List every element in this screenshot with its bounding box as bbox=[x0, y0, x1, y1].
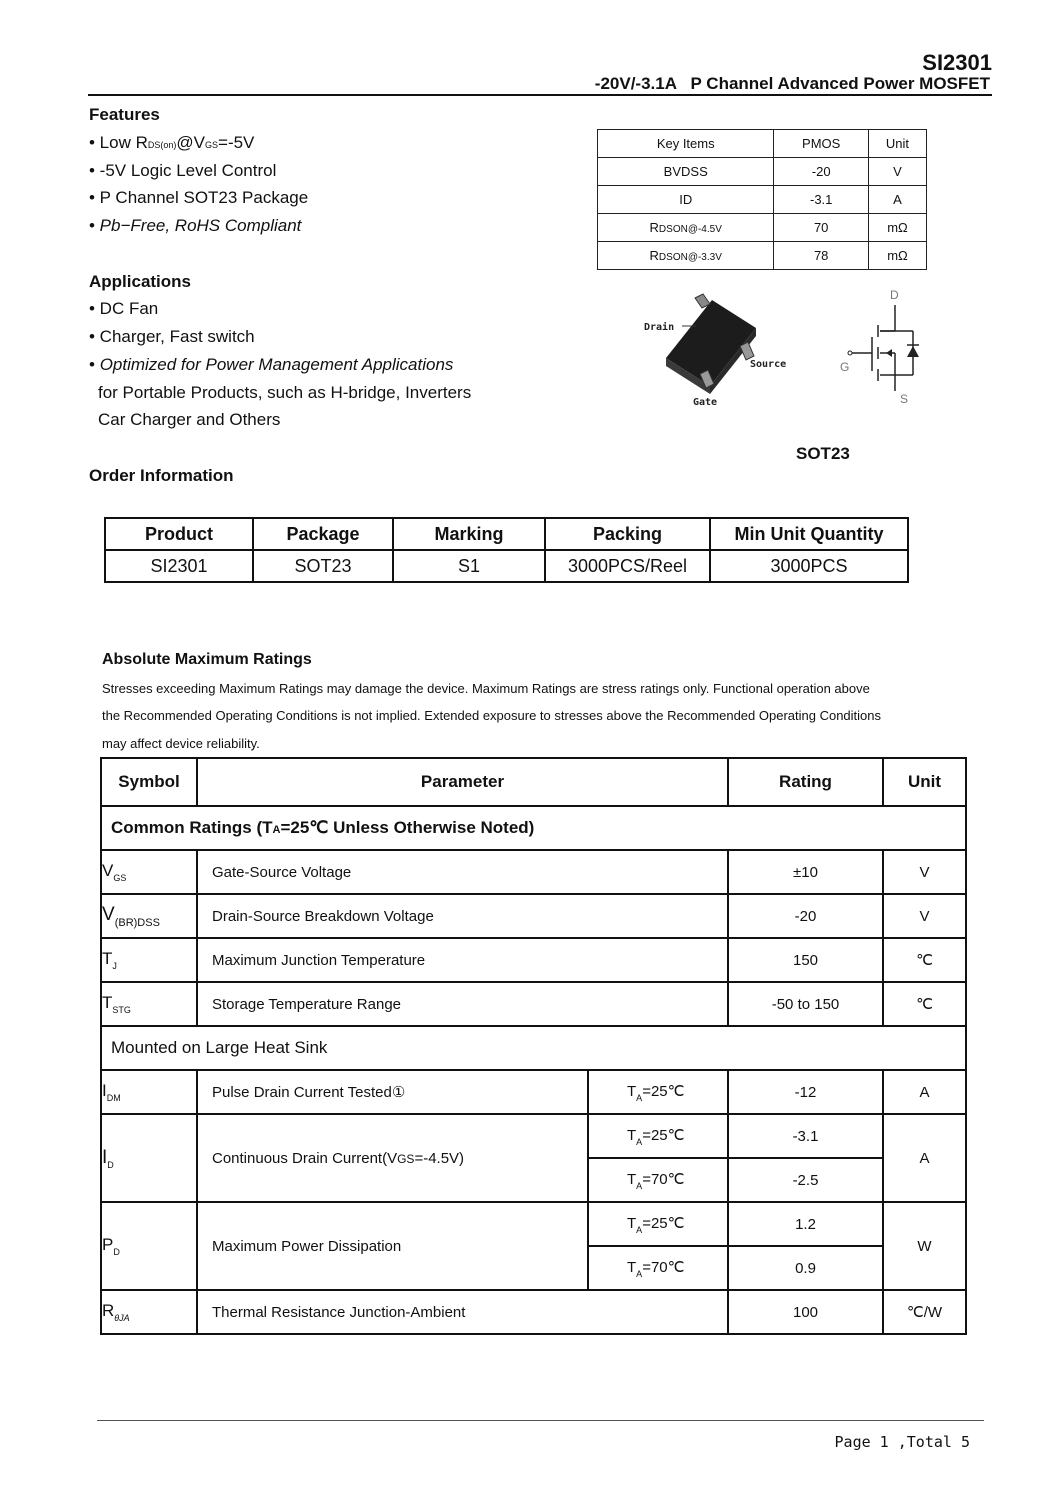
application-item-car: Car Charger and Others bbox=[98, 410, 281, 429]
table-row: SI2301 SOT23 S1 3000PCS/Reel 3000PCS bbox=[105, 550, 908, 582]
col-header-symbol: Symbol bbox=[101, 758, 197, 806]
amr-text-line-3: may affect device reliability. bbox=[102, 736, 260, 751]
mounted-heading: Mounted on Large Heat Sink bbox=[101, 1026, 966, 1070]
features-title: Features bbox=[89, 105, 160, 124]
order-header-marking: Marking bbox=[393, 518, 545, 550]
table-row: $I_D$ Continuous Drain Current(VGS=-4.5V) $T_A=25℃$ -3.1 A bbox=[101, 1114, 966, 1158]
order-table bbox=[104, 517, 909, 583]
table-row: ID -3.1 A bbox=[598, 186, 927, 214]
key-header-pmos: PMOS bbox=[774, 130, 869, 158]
key-header-items: Key Items bbox=[598, 130, 774, 158]
feature-item-rohs: • Pb−Free, RoHS Compliant bbox=[89, 216, 302, 235]
footer-rule bbox=[97, 1420, 984, 1421]
gate-label: Gate bbox=[693, 397, 718, 408]
application-item-fan: • DC Fan bbox=[89, 299, 159, 318]
sot23-package-image bbox=[640, 290, 810, 420]
pin-d-label: D bbox=[890, 288, 899, 302]
table-row: $V_{GS}$ Gate-Source Voltage ±10 V bbox=[101, 850, 966, 894]
pin-s-label: S bbox=[900, 392, 909, 406]
table-row: RDSON@-4.5V 70 mΩ bbox=[598, 214, 927, 242]
amr-title: Absolute Maximum Ratings bbox=[102, 651, 312, 668]
table-row: $P_D$ Maximum Power Dissipation $T_A=25℃$ 1.2 W bbox=[101, 1202, 966, 1246]
source-label: Source bbox=[750, 359, 787, 370]
package-caption: SOT23 bbox=[796, 444, 850, 463]
pmos-schematic-icon bbox=[836, 285, 926, 410]
table-row: $R_{\theta JA}$ Thermal Resistance Junction-Ambient 100 ℃/W bbox=[101, 1290, 966, 1334]
col-header-parameter: Parameter bbox=[197, 758, 728, 806]
order-header-min-qty: Min Unit Quantity bbox=[710, 518, 908, 550]
page-indicator: Page 1 ,Total 5 bbox=[834, 1433, 970, 1451]
feature-item-rdson: • Low RDS(on)@VGS=-5V bbox=[89, 133, 255, 152]
application-item-portable: for Portable Products, such as H-bridge, Inverters bbox=[98, 383, 472, 402]
order-header-packing: Packing bbox=[545, 518, 710, 550]
application-item-charger: • Charger, Fast switch bbox=[89, 327, 255, 346]
common-ratings-heading: Common Ratings (TA=25℃ Unless Otherwise Noted) bbox=[101, 806, 966, 850]
col-header-unit: Unit bbox=[883, 758, 966, 806]
header-rule bbox=[88, 94, 992, 96]
table-row: $T_{STG}$ Storage Temperature Range -50 to 150 ℃ bbox=[101, 982, 966, 1026]
table-row: $T_J$ Maximum Junction Temperature 150 ℃ bbox=[101, 938, 966, 982]
part-number: SI2301 bbox=[922, 50, 992, 75]
table-row: RDSON@-3.3V 78 mΩ bbox=[598, 242, 927, 270]
feature-item-package: • P Channel SOT23 Package bbox=[89, 188, 309, 207]
order-title: Order Information bbox=[89, 466, 234, 485]
key-header-unit: Unit bbox=[868, 130, 926, 158]
key-items-table bbox=[597, 129, 927, 270]
table-row: $T_A=70℃$ -2.5 bbox=[101, 1158, 966, 1202]
ratings-table bbox=[100, 757, 967, 1335]
amr-text-line-2: the Recommended Operating Conditions is not implied. Extended exposure to stresses above the Recommended Operating Conditions bbox=[102, 708, 881, 723]
drain-label: Drain bbox=[644, 322, 675, 333]
application-item-power: • Optimized for Power Management Applications bbox=[89, 355, 454, 374]
applications-title: Applications bbox=[89, 272, 192, 291]
amr-text-line-1: Stresses exceeding Maximum Ratings may damage the device. Maximum Ratings are stress ratings only. Functional operation above bbox=[102, 681, 870, 696]
pin-g-label: G bbox=[840, 360, 850, 374]
feature-item-logic: • -5V Logic Level Control bbox=[89, 161, 277, 180]
table-row: $I_{DM}$ Pulse Drain Current Tested① $T_A=25℃$ -12 A bbox=[101, 1070, 966, 1114]
table-row: $V_{(BR)DSS}$ Drain-Source Breakdown Voltage -20 V bbox=[101, 894, 966, 938]
order-header-package: Package bbox=[253, 518, 393, 550]
part-subtitle: -20V/-3.1A P Channel Advanced Power MOSFET bbox=[594, 74, 990, 93]
order-header-product: Product bbox=[105, 518, 253, 550]
table-row: $T_A=70℃$ 0.9 bbox=[101, 1246, 966, 1290]
col-header-rating: Rating bbox=[728, 758, 883, 806]
table-row: BVDSS -20 V bbox=[598, 158, 927, 186]
